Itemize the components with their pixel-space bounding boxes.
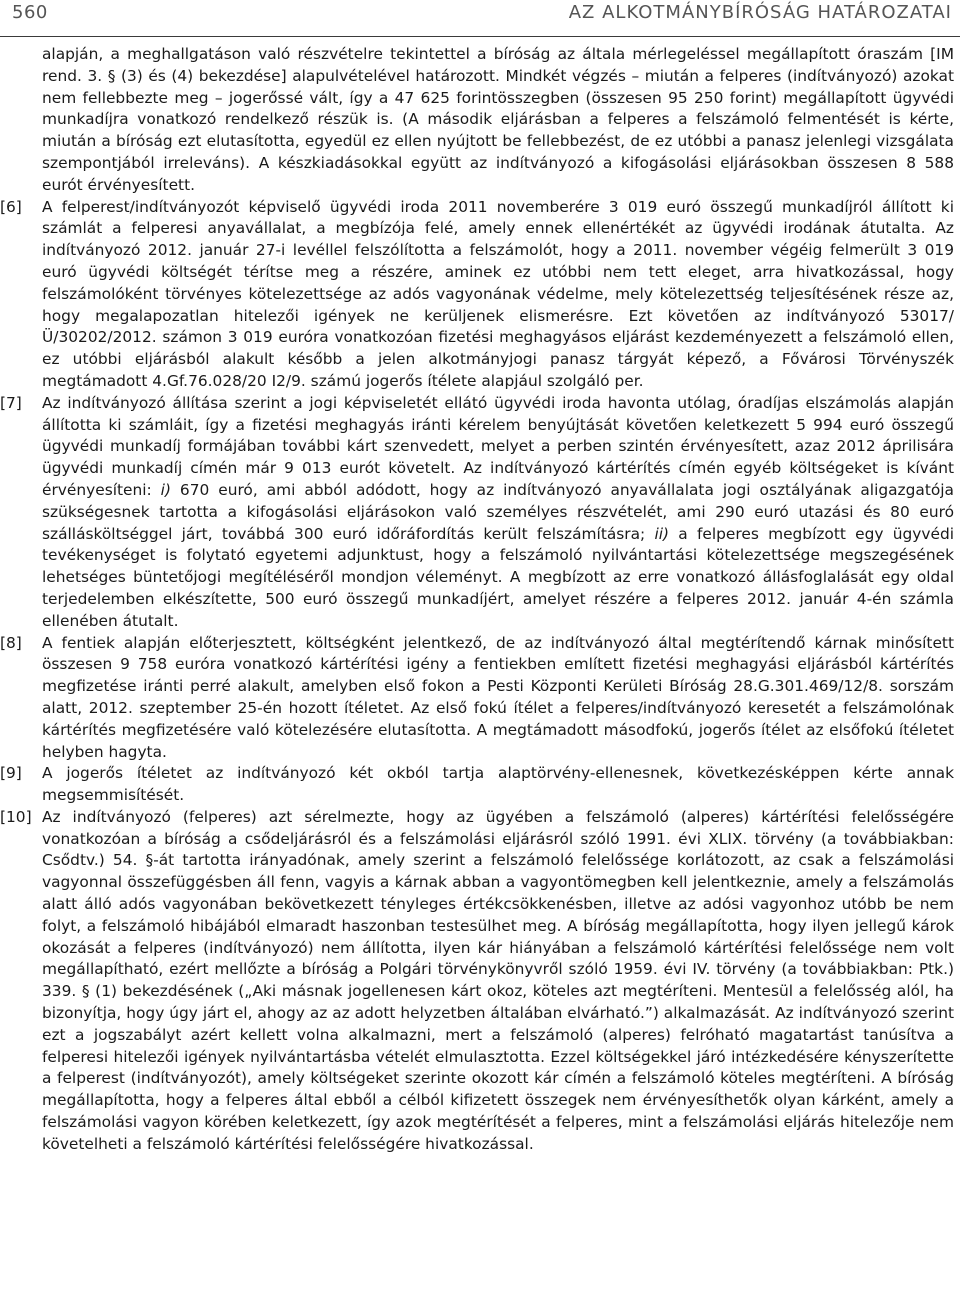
paragraph-number: [9] (0, 764, 22, 783)
paragraph-number: [8] (0, 633, 22, 652)
paragraph-number: [6] (0, 197, 22, 216)
paragraph-text: Az indítványozó (felperes) azt sérelmezte, hogy az ügyében a felszámoló (alperes) kártérítési felelősségére vonatkozóan a bíróság a csődeljárásról és a felszámolási eljárásról szóló 1991. évi XLIX. törvény (a továbbiakban: Csődtv.) 54. §-át tartotta irányadónak, amely szerint a felszámoló felelőssége korlátozott, az csak a felszámolási vagyonnal összefüggésben áll fenn, vagyis a kárnak abban a vagyontömegben kell jelentkeznie, amely a felszámolás alatt álló adós vagyonában bekövetkezett tényleges értékcsökkenésben, illetve az adósi vagyonhoz utóbb be nem folyt, a felszámoló hibájából elmaradt haszonban testesülhet meg. A bíróság megállapította, hogy ilyen jellegű károk okozását a felperes (indítványozó) nem állította, ilyen kár hiányában a felszámoló kártérítési felelőssége nem volt megállapítható, ezért mellőzte a bíróság a Polgári törvénykönyvről szóló 1959. évi IV. törvény (a továbbiakban: Ptk.) 339. § (1) bekezdésének („Aki másnak jogellenesen kárt okoz, köteles azt megtéríteni. Mentesül a felelősség alól, ha bizonyítja, hogy úgy járt el, ahogy az az adott helyzetben általában elvárható.”) alkalmazását. Az indítványozó szerint ezt a jogszabályt azért kellett volna alkalmazni, mert a felszámoló (alperes) felróható magatartást tanúsítva a felperesi hitelezői igények nyilvántartásba vételét elmulasztotta. Ezzel költségekkel járó intézkedésére kényszerítette a felperest (indítványozót), amely költségeket szerinte okozott kár címén a felszámoló köteles megtéríteni. A bíróság megállapította, hogy a felperes által ebből a célból kifizetett összegek nem érvényesíthetők olyan kárként, amely a felszámolási vagyon körében keletkezett, így azok megtérítését a felperes, mint a felszámolási eljárás hitelezője nem követelheti a felszámoló kártérítési felelősségére hivatkozással. (42, 807, 954, 1153)
paragraph-text: Az indítványozó állítása szerint a jogi képviseletét ellátó ügyvédi iroda havonta utólag, óradíjas elszámolás alapján állította ki számláit, így a fizetési meghagyás iránti kérelem benyújtását követően keletkezett 5 994 euró összegű ügyvédi munkadíj formájában további kárt szenvedett, melyet a perben szintén érvényesített, azaz 2012 áprilisára ügyvédi munkadíj címén már 9 013 eurót követelt. Az indítványozó kártérítés címén egyéb költségeket is kívánt érvényesíteni: i) 670 euró, ami abból adódott, hogy az indítványozó anyavállalata jogi osztályának aligazgatója szükségesnek tartotta a kifogásolási eljárásokon való személyes részvételét, ami 290 euró utazási és 80 euró szállásköltséggel járt, továbbá 300 euró időráfordítás került felszámításra; ii) a felperes megbízott egy ügyvédi tevékenységet is folytató egyetemi adjunktust, hogy a felszámoló nyilvántartási kötelezettsége megszegésének lehetséges büntetőjogi megítéléséről mondjon véleményt. A megbízott az erre vonatkozó állásfoglalását egy oldal terjedelemben elkészítette, 500 euró összegű munkadíjért, amelyet részére a felperes 2012. január 4-én számla ellenében átutalt. (42, 393, 954, 630)
paragraph-8 (0, 633, 954, 764)
paragraph-continued (42, 44, 954, 197)
page-number: 560 (12, 2, 48, 23)
paragraph-text: alapján, a meghallgatáson való részvételre tekintettel a bíróság az általa mérlegeléssel megállapított óraszám [IM rend. 3. § (3) és (4) bekezdése] alapulvételével határozott. Mindkét végzés – miután a felperes (indítványozó) azokat nem fellebbezte meg – jogerőssé vált, így a 47 625 forintösszegben (összesen 95 250 forint) megállapított ügyvédi munkadíjra vonatkozó rendelkező részük is. (A második eljárásban a felperes a felszámoló felmentését is kérte, miután a bíróság ezt elutasította, egyedül ez ellen nyújtott be fellebbezést, de ez utóbbi a panasz jelenlegi vizsgálata szempontjából irreleváns). A készkiadásokkal együtt az indítványozó a kifogásolási eljárásokban összesen 8 588 eurót érvényesített. (42, 45, 954, 194)
running-title: AZ ALKOTMÁNYBÍRÓSÁG HATÁROZATAI (568, 2, 952, 23)
paragraph-9 (0, 763, 954, 807)
paragraph-10 (0, 807, 954, 1156)
body-text (0, 44, 954, 1156)
paragraph-text: A jogerős ítéletet az indítványozó két okból tartja alaptörvény-ellenesnek, következésképpen kérte annak megsemmisítését. (42, 764, 954, 805)
paragraph-number: [7] (0, 393, 22, 412)
page-header (0, 0, 960, 37)
paragraph-6 (0, 197, 954, 393)
paragraph-text: A fentiek alapján előterjesztett, költségként jelentkező, de az indítványozó által megtérítendő kárnak minősített összesen 9 758 euróra vonatkozó kártérítési igény a fentiekben említett fizetési meghagyási eljárásból kártérítés megfizetése iránti perré alakult, amelyben első fokon a Pesti Központi Kerületi Bíróság 28.G.301.469/12/8. sorszám alatt, 2012. szeptember 25-én hozott ítéletet. Az első fokú ítélet a felperes/indítványozó keresetét a felszámolónak kártérítés megfizetésére való kötelezésére elutasította. A megtámadott másodfokú, jogerős ítélet az elsőfokú ítéletet helyben hagyta. (42, 633, 954, 761)
paragraph-7 (0, 393, 954, 633)
paragraph-text: A felperest/indítványozót képviselő ügyvédi iroda 2011 novemberére 3 019 euró összegű munkadíjról állított ki számlát a felperesi anyavállalat, a megbízója felé, amely ennek ellenértékét az ügyvédi irodának átutalta. Az indítványozó 2012. január 27-i levéllel felszólította a felszámolót, hogy a 2011. november végéig felmerült 3 019 euró ügyvédi költségét térítse meg a részére, aminek ez utóbbi nem tett eleget, arra hivatkozással, hogy felszámolóként törvényes kötelezettsége az adós vagyonának védelme, mely kötelezettség teljesítésének része az, hogy megalapozatlan hitelezői igények ne kerüljenek elismerésre. Ezt követően az indítványozó 53017/Ü/30202/2012. számon 3 019 euróra vonatkozóan fizetési meghagyásos eljárást kezdeményezett a felszámoló ellen, ez utóbbi eljárásból alakult később a jelen alkotmányjogi panasz tárgyát képező, a Fővárosi Törvényszék megtámadott 4.Gf.76.028/20 I2/9. számú jogerős ítélete alapjául szolgáló per. (42, 197, 954, 390)
paragraph-number: [10] (0, 807, 32, 826)
